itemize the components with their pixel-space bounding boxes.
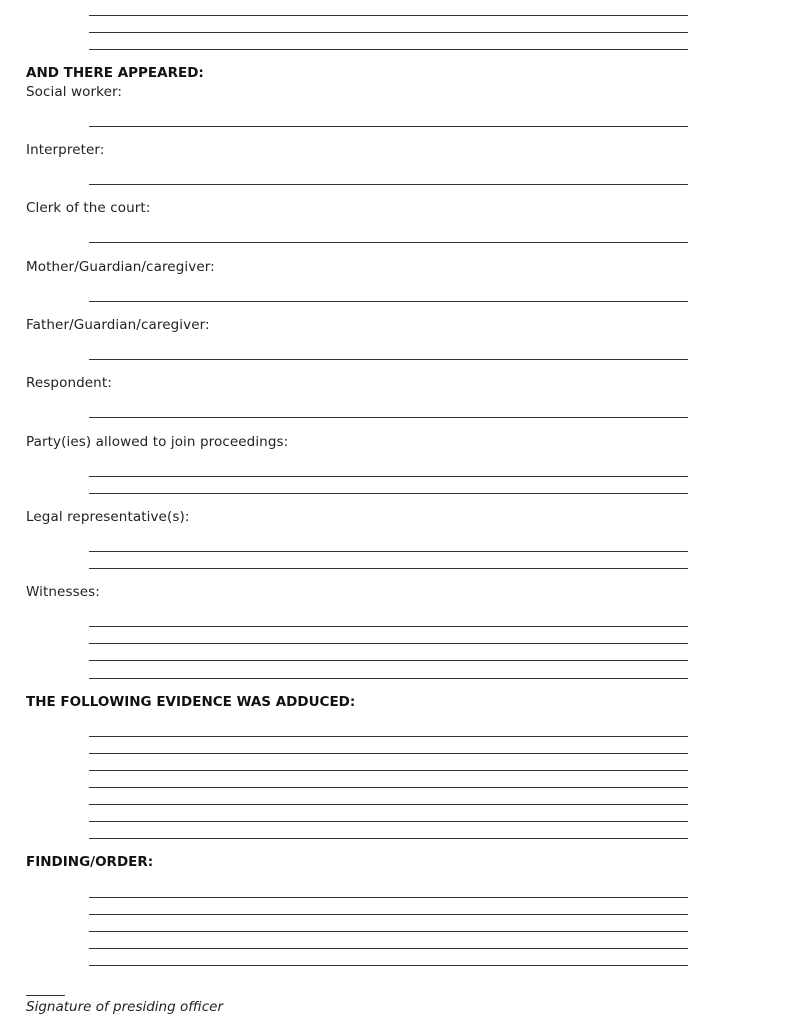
parties-line-1[interactable]	[89, 476, 688, 477]
mother-line[interactable]	[89, 301, 688, 302]
signature-line[interactable]	[26, 995, 65, 996]
evidence-line-6[interactable]	[89, 821, 688, 822]
interpreter-line[interactable]	[89, 184, 688, 185]
parties-label: Party(ies) allowed to join proceedings:	[26, 434, 289, 450]
witnesses-label: Witnesses:	[26, 584, 100, 600]
respondent-label: Respondent:	[26, 375, 112, 391]
evidence-line-4[interactable]	[89, 787, 688, 788]
social-worker-line[interactable]	[89, 126, 688, 127]
mother-label: Mother/Guardian/caregiver:	[26, 259, 215, 275]
evidence-line-1[interactable]	[89, 736, 688, 737]
finding-line-2[interactable]	[89, 914, 688, 915]
legal-line-1[interactable]	[89, 551, 688, 552]
evidence-line-7[interactable]	[89, 838, 688, 839]
legal-line-2[interactable]	[89, 568, 688, 569]
father-line[interactable]	[89, 359, 688, 360]
evidence-line-5[interactable]	[89, 804, 688, 805]
finding-line-3[interactable]	[89, 931, 688, 932]
evidence-line-3[interactable]	[89, 770, 688, 771]
clerk-label: Clerk of the court:	[26, 200, 151, 216]
father-label: Father/Guardian/caregiver:	[26, 317, 210, 333]
witnesses-line-2[interactable]	[89, 643, 688, 644]
respondent-line[interactable]	[89, 417, 688, 418]
clerk-line[interactable]	[89, 242, 688, 243]
top-blank-line-3	[89, 49, 688, 50]
parties-line-2[interactable]	[89, 493, 688, 494]
finding-line-1[interactable]	[89, 897, 688, 898]
evidence-line-2[interactable]	[89, 753, 688, 754]
top-blank-line-2	[89, 32, 688, 33]
finding-line-5[interactable]	[89, 965, 688, 966]
legal-label: Legal representative(s):	[26, 509, 190, 525]
witnesses-line-3[interactable]	[89, 660, 688, 661]
finding-heading: FINDING/ORDER:	[26, 854, 154, 870]
signature-label: Signature of presiding officer	[26, 999, 223, 1015]
appeared-heading: AND THERE APPEARED:	[26, 65, 204, 81]
finding-line-4[interactable]	[89, 948, 688, 949]
interpreter-label: Interpreter:	[26, 142, 105, 158]
top-blank-line-1	[89, 15, 688, 16]
witnesses-line-1[interactable]	[89, 626, 688, 627]
social-worker-label: Social worker:	[26, 84, 123, 100]
witnesses-line-4[interactable]	[89, 678, 688, 679]
evidence-heading: THE FOLLOWING EVIDENCE WAS ADDUCED:	[26, 694, 356, 710]
